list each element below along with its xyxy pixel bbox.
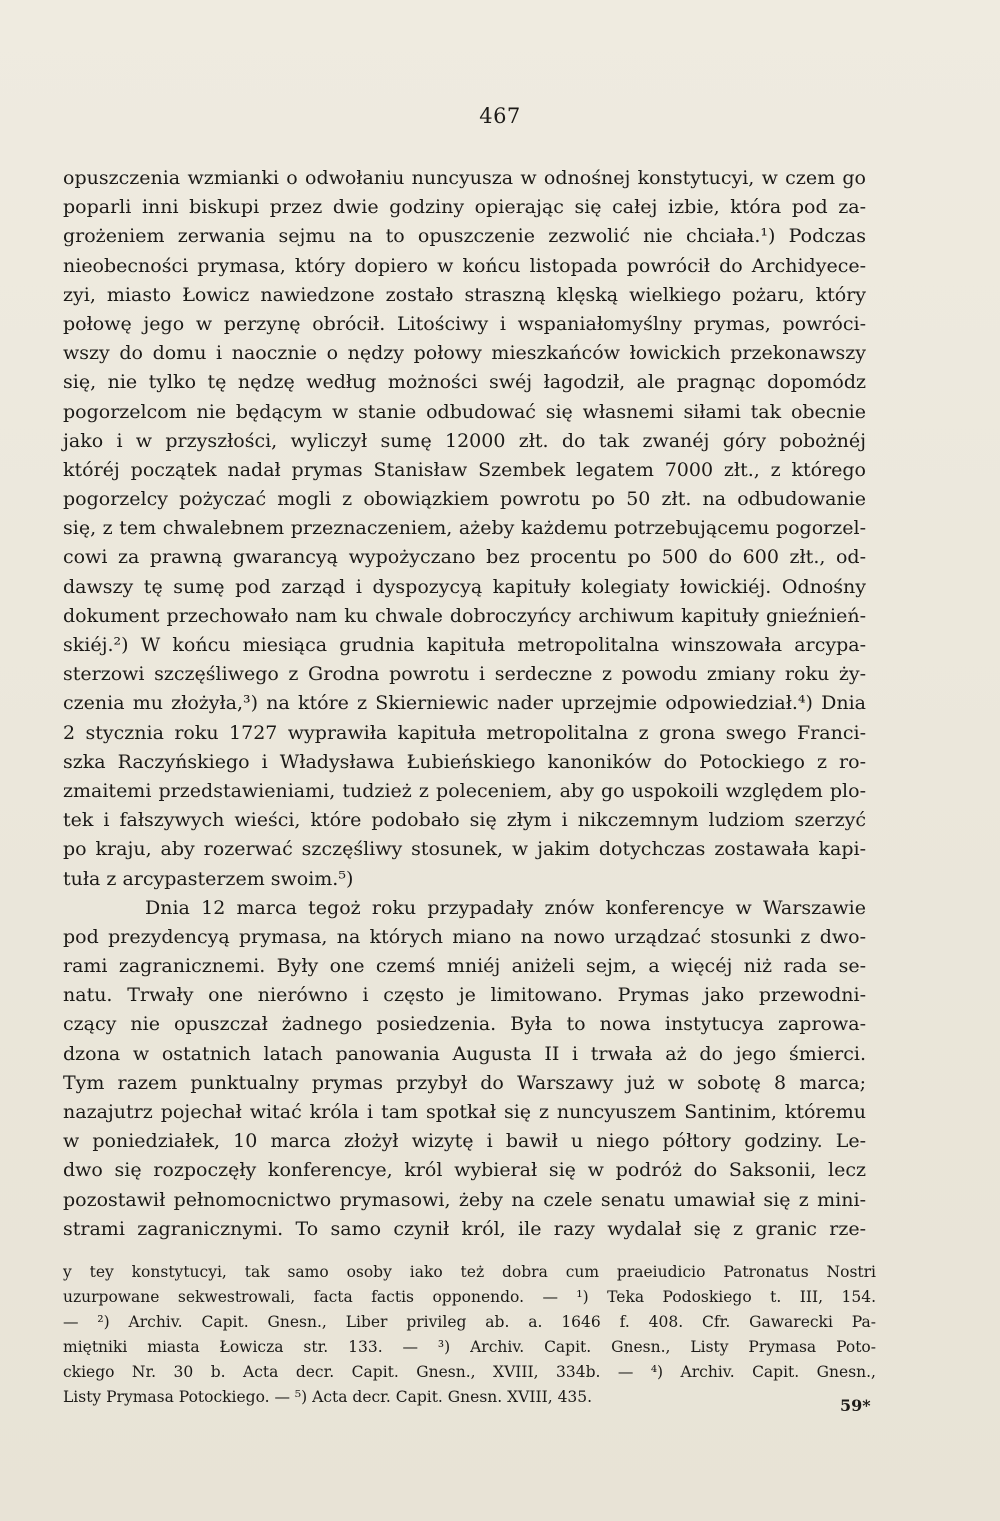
body-line: rami zagranicznemi. Były one czemś mniéj aniżeli sejm, a więcéj niż rada se- <box>63 955 866 978</box>
body-line: pozostawił pełnomocnictwo prymasowi, żeby na czele senatu umawiał się z mini- <box>63 1188 866 1211</box>
body-line: nazajutrz pojechał witać króla i tam spotkał się z nuncyuszem Santinim, któremu <box>63 1101 866 1123</box>
footnote-line: y tey konstytucyi, tak samo osoby iako też dobra cum praeiudicio Patronatus Nostri <box>63 1263 876 1281</box>
footnote-line: Listy Prymasa Potockiego. — ⁵) Acta decr. Capit. Gnesn. XVIII, 435. <box>63 1388 593 1406</box>
body-line: czący nie opuszczał żadnego posiedzenia. Była to nowa instytucya zaprowa- <box>63 1013 866 1036</box>
body-line: sterzowi szczęśliwego z Grodna powrotu i serdeczne z powodu zmiany roku ży- <box>63 663 866 686</box>
body-line: skiéj.²) W końcu miesiąca grudnia kapituła metropolitalna winszowała arcypa- <box>63 634 866 656</box>
body-line: tuła z arcypasterzem swoim.⁵) <box>63 867 354 890</box>
body-line: zyi, miasto Łowicz nawiedzone zostało straszną klęską wielkiego pożaru, który <box>63 283 866 306</box>
footnote-line: — ²) Archiv. Capit. Gnesn., Liber privileg ab. a. 1646 f. 408. Cfr. Gawarecki Pa- <box>63 1313 876 1331</box>
body-line: grożeniem zerwania sejmu na to opuszczenie zezwolić nie chciała.¹) Podczas <box>63 225 866 248</box>
page-number: 467 <box>479 104 521 128</box>
body-line: dzona w ostatnich latach panowania Augusta II i trwała aż do jego śmierci. <box>63 1042 866 1065</box>
body-line: połowę jego w perzynę obrócił. Litościwy i wspaniałomyślny prymas, powróci- <box>63 312 866 335</box>
body-line: zmaitemi przedstawieniami, tudzież z poleceniem, aby go uspokoili względem plo- <box>63 779 866 802</box>
body-line: 2 stycznia roku 1727 wyprawiła kapituła metropolitalna z grona swego Franci- <box>63 721 866 744</box>
body-line: pogorzelcom nie będącym w stanie odbudować się własnemi siłami tak obecnie <box>63 400 866 423</box>
body-line: poparli inni biskupi przez dwie godziny opierając się całej izbie, która pod za- <box>63 196 866 219</box>
body-line: jako i w przyszłości, wyliczył sumę 12000 złt. do tak zwanéj góry pobożnéj <box>63 429 866 452</box>
body-line: Dnia 12 marca tegoż roku przypadały znów konferencye w Warszawie <box>145 896 866 919</box>
body-line: nieobecności prymasa, który dopiero w końcu listopada powrócił do Archidyece- <box>63 254 866 277</box>
body-line: dokument przechowało nam ku chwale dobroczyńcy archiwum kapituły gnieźnień- <box>63 604 866 627</box>
printer-signature: 59* <box>840 1396 871 1415</box>
body-line: opuszczenia wzmianki o odwołaniu nuncyusza w odnośnej konstytucyi, w czem go <box>63 167 866 189</box>
body-line: szka Raczyńskiego i Władysława Łubieńskiego kanoników do Potockiego z ro- <box>63 750 866 773</box>
body-line: tek i fałszywych wieści, które podobało się złym i nikczemnym ludziom szerzyć <box>63 809 866 832</box>
body-line: natu. Trwały one nierówno i często je limitowano. Prymas jako przewodni- <box>63 984 866 1007</box>
footnotes <box>63 1260 876 1410</box>
body-line: czenia mu złożyła,³) na które z Skierniewic nader uprzejmie odpowiedział.⁴) Dnia <box>63 692 866 715</box>
body-line: któréj początek nadał prymas Stanisław Szembek legatem 7000 złt., z którego <box>63 458 866 481</box>
body-line: się, z tem chwalebnem przeznaczeniem, ażeby każdemu potrzebującemu pogorzel- <box>63 517 866 540</box>
body-line: się, nie tylko tę nędzę według możności swéj łagodził, ale pragnąc dopomódz <box>63 371 866 394</box>
footnote-line: ckiego Nr. 30 b. Acta decr. Capit. Gnesn., XVIII, 334b. — ⁴) Archiv. Capit. Gnesn., <box>63 1363 876 1381</box>
footnote-line: miętniki miasta Łowicza str. 133. — ³) Archiv. Capit. Gnesn., Listy Prymasa Poto- <box>63 1338 876 1356</box>
footnote-line: uzurpowane sekwestrowali, facta factis opponendo. — ¹) Teka Podoskiego t. III, 154. <box>63 1288 876 1306</box>
body-line: cowi za prawną gwarancyą wypożyczano bez procentu po 500 do 600 złt., od- <box>63 546 866 569</box>
body-line: pod prezydencyą prymasa, na których miano na nowo urządzać stosunki z dwo- <box>63 925 866 948</box>
body-line: pogorzelcy pożyczać mogli z obowiązkiem powrotu po 50 złt. na odbudowanie <box>63 488 866 511</box>
body-line: dwo się rozpoczęły konferencye, król wybierał się w podróż do Saksonii, lecz <box>63 1159 866 1182</box>
body-line: po kraju, aby rozerwać szczęśliwy stosunek, w jakim dotychczas zostawała kapi- <box>63 838 866 861</box>
body-line: Tym razem punktualny prymas przybył do Warszawy już w sobotę 8 marca; <box>63 1071 866 1094</box>
body-line: dawszy tę sumę pod zarząd i dyspozycyą kapituły kolegiaty łowickiéj. Odnośny <box>63 575 866 598</box>
body-text <box>63 164 866 1244</box>
body-line: wszy do domu i naocznie o nędzy połowy mieszkańców łowickich przekonawszy <box>63 342 866 365</box>
body-line: w poniedziałek, 10 marca złożył wizytę i bawił u niego półtory godziny. Le- <box>63 1130 866 1153</box>
body-line: strami zagranicznymi. To samo czynił król, ile razy wydalał się z granic rze- <box>63 1217 866 1240</box>
